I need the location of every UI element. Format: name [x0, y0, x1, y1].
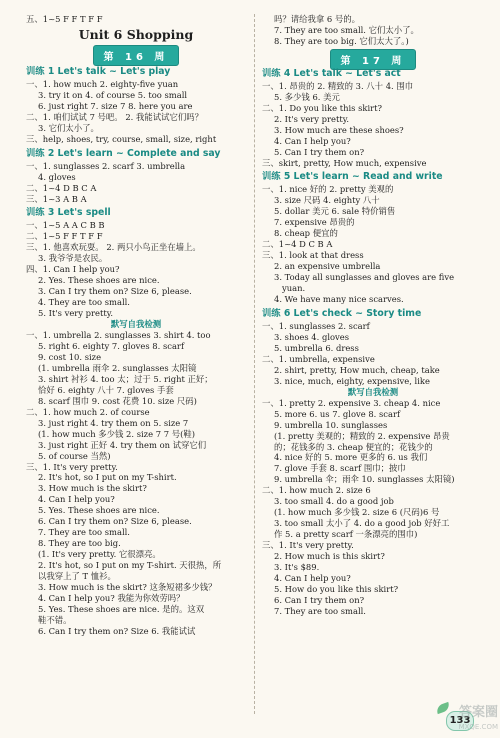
answer-line: 5. of course 当然) — [38, 450, 111, 461]
answer-line: 三、1. It's very pretty. — [262, 540, 354, 551]
answer-line: 2. It's very pretty. — [274, 113, 350, 124]
answer-line: 3. size 尺码 4. eighty 八十 — [274, 195, 380, 206]
answer-line: 6. Can I try them on? Size 6, please. — [38, 516, 192, 527]
watermark-text: 答案圈 — [458, 705, 498, 720]
answer-line: 2. It's hot, so I put on my T-shirt. — [38, 472, 177, 483]
answer-line: (1. pretty 美观的；精致的 2. expensive 昂贵 — [274, 430, 450, 441]
answer-line: 一、1. sunglasses 2. scarf — [262, 320, 370, 331]
answer-line: 2. Yes. These shoes are nice. — [38, 275, 160, 286]
section-title: 训练 3 Let's spell — [26, 207, 111, 219]
answer-line: (1. how much 多少钱 2. size 7 7 号(鞋) — [38, 428, 195, 439]
answer-line: 三、1. 他喜欢玩耍。 2. 两只小鸟正坐在墙上。 — [26, 242, 201, 253]
answer-line: 三、1~3 A B A — [26, 193, 87, 204]
answer-line: 7. glove 手套 8. scarf 围巾；披巾 — [274, 463, 406, 474]
answer-line: 一、1. pretty 2. expensive 3. cheap 4. nice — [262, 397, 441, 408]
answer-line: 3. just right 4. try them on 5. size 7 — [38, 417, 189, 428]
answer-line: 8. They are too big. — [38, 538, 121, 549]
answer-line: 3. shirt 衬衫 4. too 太；过于 5. right 正好； — [38, 373, 213, 384]
answer-line: 3. try it on 4. of course 5. too small — [38, 89, 188, 100]
answer-line: 4. We have many nice scarves. — [274, 294, 404, 305]
watermark-url: MXQE.COM — [458, 723, 498, 731]
answer-line: 7. expensive 昂贵的 — [274, 217, 355, 228]
answer-line: 一、1~5 A A C B B — [26, 220, 105, 231]
answer-line: 5. Yes. These shoes are nice. 是的。这双 — [38, 603, 205, 614]
week-badge: 第 17 周 — [330, 49, 417, 70]
week-badge: 第 16 周 — [93, 45, 180, 66]
answer-line: 5. It's very pretty. — [38, 308, 114, 319]
answer-line: 8. scarf 围巾 9. cost 花费 10. size 尺码) — [38, 395, 197, 406]
answer-line: 3. too small 4. do a good job — [274, 496, 394, 507]
answer-line: 一、1. how much 2. eighty-five yuan — [26, 78, 179, 89]
answer-line: 鞋不错。 — [38, 614, 72, 625]
answer-line: 三、help, shoes, try, course, small, size, right — [26, 133, 217, 144]
answer-line: 二、1~5 F F T F F — [26, 231, 103, 242]
answer-line: 3. How much is the skirt? — [38, 483, 147, 494]
answer-line: 一、1. nice 好的 2. pretty 美观的 — [262, 184, 394, 195]
answer-line: 3. It's $89. — [274, 561, 320, 572]
answer-line: 五、1~5 F F T F F — [26, 14, 103, 24]
answer-line: 9. umbrella 10. sunglasses — [274, 419, 388, 430]
answer-line: 2. an expensive umbrella — [274, 261, 381, 272]
column-divider — [254, 14, 255, 714]
answer-line: 3. just right 正好 4. try them on 试穿它们 — [38, 439, 207, 450]
answer-line: 9. umbrella 伞；雨伞 10. sunglasses 太阳镜) — [274, 474, 455, 485]
answer-line: (1. umbrella 雨伞 2. sunglasses 太阳镜 — [38, 362, 197, 373]
answer-line: 2. It's hot, so I put on my T-shirt. 天很热，所 — [38, 560, 222, 571]
answer-line: 4. nice 好的 5. more 更多的 6. us 我们 — [274, 452, 428, 463]
answer-line: 3. Today all sunglasses and gloves are five — [274, 272, 455, 283]
answer-line: 3. too small 太小了 4. do a good job 好好工 — [274, 518, 450, 529]
answer-line: 5. dollar 美元 6. sale 特价销售 — [274, 206, 396, 217]
answer-line: 4. They are too small. — [38, 297, 130, 308]
answer-line: 一、1. umbrella 2. sunglasses 3. shirt 4. too — [26, 330, 211, 341]
section-title: 训练 1 Let's talk ~ Let's play — [26, 65, 171, 77]
answer-line: 7. They are too small. 它们太小了。 — [274, 24, 419, 35]
left-column — [26, 14, 246, 637]
answer-line: 二、1~4 D C B A — [262, 239, 333, 250]
answer-line: 四、1. Can I help you? — [26, 264, 120, 275]
answer-line: 7. They are too small. — [38, 527, 130, 538]
answer-line: 吗？请给我拿 6 号的。 — [274, 14, 361, 24]
answer-line: 6. Can I try them on? Size 6. 我能试试 — [38, 625, 196, 636]
answer-line: 3. How much are these shoes? — [274, 124, 404, 135]
answer-line: 6. Can I try them on? — [274, 594, 365, 605]
answer-line: 恰好 6. eighty 八十 7. gloves 手套 — [38, 384, 174, 395]
answer-line: 5. more 6. us 7. glove 8. scarf — [274, 408, 401, 419]
answer-line: 一、1. sunglasses 2. scarf 3. umbrella — [26, 160, 186, 171]
answer-line: 2. How much is this skirt? — [274, 551, 385, 562]
answer-line: 5. 多少钱 6. 美元 — [274, 91, 340, 102]
answer-line: yuan. — [282, 283, 306, 294]
answer-line: 二、1. umbrella, expensive — [262, 353, 375, 364]
answer-line: 9. cost 10. size — [38, 351, 102, 362]
answer-line: 4. gloves — [38, 171, 76, 182]
answer-line: 二、1. 咱们试试 7 号吧。 2. 我能试试它们吗？ — [26, 111, 203, 122]
answer-line: 3. shoes 4. gloves — [274, 331, 350, 342]
answer-line: 8. They are too big. 它们太大了。) — [274, 35, 409, 46]
page-number: 133 — [446, 711, 474, 731]
answer-line: 4. Can I help you? 我能为你效劳吗？ — [38, 592, 185, 603]
answer-line: 三、1. It's very pretty. — [26, 461, 118, 472]
answer-line: 3. Can I try them on? Size 6, please. — [38, 286, 192, 297]
answer-line: 3. How much is the skirt? 这条短裙多少钱？ — [38, 581, 217, 592]
answer-line: 4. Can I help you? — [38, 494, 115, 505]
self-test-title: 默写自我检测 — [347, 386, 399, 397]
section-title: 训练 4 Let's talk ~ Let's act — [262, 67, 401, 79]
self-test-title: 默写自我检测 — [110, 319, 162, 330]
answer-line: 8. cheap 便宜的 — [274, 228, 338, 239]
answer-line: 三、skirt, pretty, How much, expensive — [262, 157, 427, 168]
answer-line: (1. It's very pretty. 它很漂亮。 — [38, 549, 161, 560]
answer-line: 7. They are too small. — [274, 605, 366, 616]
answer-line: 的；花钱多的 3. cheap 便宜的；花钱少的 — [274, 441, 433, 452]
right-column — [262, 14, 484, 617]
section-title: 训练 6 Let's check ~ Story time — [262, 307, 422, 319]
answer-line: 3. 它们太小了。 — [38, 122, 99, 133]
section-title: 训练 5 Let's learn ~ Read and write — [262, 171, 443, 183]
answer-line: 3. nice, much, eighty, expensive, like — [274, 375, 430, 386]
answer-line: 一、1. 昂贵的 2. 精致的 3. 八十 4. 围巾 — [262, 80, 414, 91]
answer-line: 5. How do you like this skirt? — [274, 583, 399, 594]
answer-line: 作 5. a pretty scarf 一条漂亮的围巾) — [274, 529, 418, 540]
answer-line: 以我穿上了 T 恤衫。 — [38, 571, 116, 582]
watermark-logo — [418, 706, 498, 736]
answer-line: 4. Can I help you? — [274, 572, 351, 583]
answer-line: 6. just right 7. size 7 8. here you are — [38, 100, 193, 111]
section-title: 训练 2 Let's learn ~ Complete and say — [26, 147, 221, 159]
answer-line: 二、1~4 D B C A — [26, 182, 97, 193]
answer-line: 5. umbrella 6. dress — [274, 342, 359, 353]
answer-line: 二、1. Do you like this skirt? — [262, 102, 383, 113]
unit-title: Unit 6 Shopping — [78, 26, 194, 42]
answer-line: 3. 我爷爷是农民。 — [38, 253, 108, 264]
answer-line: 三、1. look at that dress — [262, 250, 364, 261]
answer-line: 二、1. how much 2. of course — [26, 406, 150, 417]
answer-line: 二、1. how much 2. size 6 — [262, 485, 371, 496]
answer-line: 4. Can I help you? — [274, 135, 351, 146]
answer-line: 5. right 6. eighty 7. gloves 8. scarf — [38, 341, 185, 352]
answer-line: (1. how much 多少钱 2. size 6 (尺码)6 号 — [274, 507, 440, 518]
answer-line: 5. Can I try them on? — [274, 146, 365, 157]
answer-line: 5. Yes. These shoes are nice. — [38, 505, 160, 516]
answer-line: 2. shirt, pretty, How much, cheap, take — [274, 364, 440, 375]
